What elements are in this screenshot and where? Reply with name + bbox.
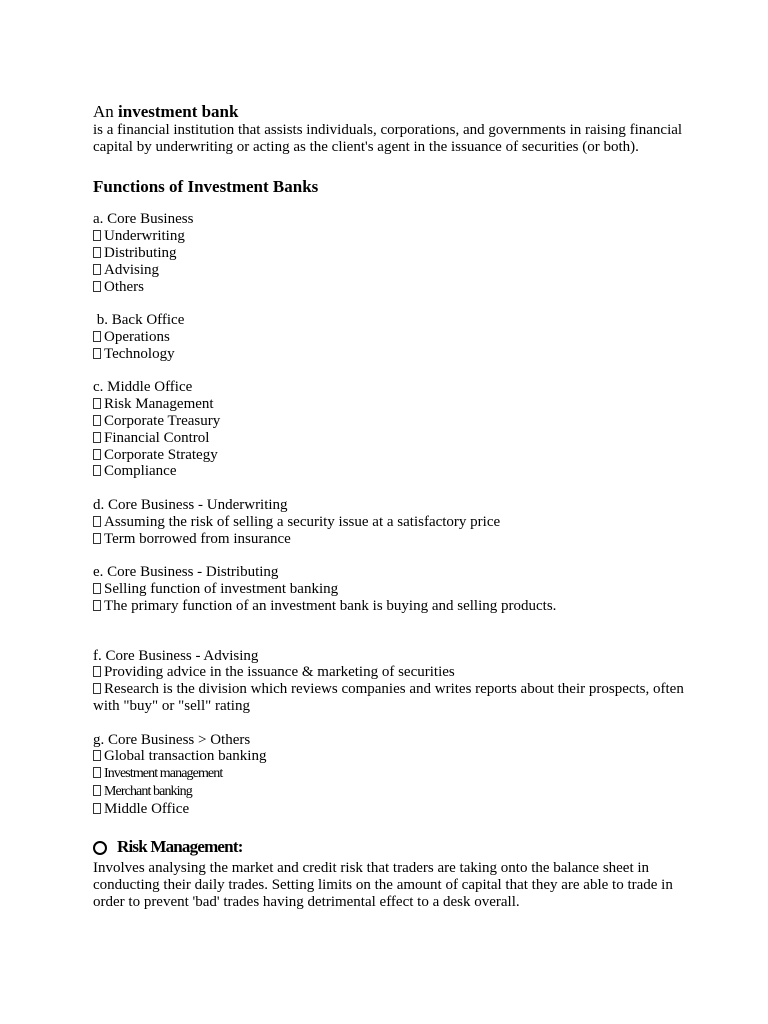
intro-paragraph: is a financial institution that assists individuals, corporations, and governments in raising financial capital by underwriting or acting as the client's agent in the issuance of securities (or both). [93,121,683,155]
list-item-text: Compliance [104,463,177,480]
group-back-office [93,312,693,362]
missing-glyph-bullet-icon [93,415,101,426]
missing-glyph-bullet-icon [93,600,101,611]
intro-term: investment bank [118,102,239,121]
list-item-text: Underwriting [104,228,185,245]
group-middle-office [93,379,693,480]
intro-lead: An [93,102,119,121]
missing-glyph-bullet-icon [93,281,101,292]
list-item [93,514,693,531]
list-item [93,228,693,245]
list-item-text: Technology [104,345,175,362]
group-title: e. Core Business - Distributing [93,564,279,581]
list-item-text: Middle Office [104,800,190,817]
list-item [93,765,693,783]
list-item-text: Selling function of investment banking [104,580,339,597]
list-item-text: Global transaction banking [104,748,267,765]
group-advising [93,648,693,715]
bullet-list [93,748,693,817]
list-item [93,581,693,598]
list-item [93,447,693,464]
bullet-list [93,228,693,295]
list-item [93,801,693,818]
group-distributing [93,564,693,614]
missing-glyph-bullet-icon [93,398,101,409]
list-item [93,245,693,262]
list-item-text: The primary function of an investment bank is buying and selling products. [104,597,557,614]
list-item [93,664,693,681]
group-underwriting [93,497,693,547]
missing-glyph-bullet-icon [93,803,101,814]
hollow-circle-bullet-icon [93,841,107,855]
risk-management-title: Risk Management: [117,837,243,857]
missing-glyph-bullet-icon [93,230,101,241]
missing-glyph-bullet-icon [93,348,101,359]
missing-glyph-bullet-icon [93,331,101,342]
list-item-text: Others [104,278,144,295]
list-item-text: Distributing [104,244,177,261]
bullet-list [93,664,693,714]
list-item [93,346,693,363]
bullet-list [93,581,693,615]
missing-glyph-bullet-icon [93,533,101,544]
list-item [93,748,693,765]
list-item-text: Corporate Treasury [104,412,221,429]
missing-glyph-bullet-icon [93,516,101,527]
list-item [93,262,693,279]
list-item [93,279,693,296]
list-item-text: Assuming the risk of selling a security issue at a satisfactory price [104,513,501,530]
list-item-text: Term borrowed from insurance [104,530,291,547]
missing-glyph-bullet-icon [93,683,101,694]
document-page [93,104,693,911]
list-item-text: Financial Control [104,429,210,446]
functions-heading: Functions of Investment Banks [93,177,319,197]
group-title: a. Core Business [93,211,194,228]
risk-management-heading [93,839,693,856]
missing-glyph-bullet-icon [93,432,101,443]
missing-glyph-bullet-icon [93,465,101,476]
list-item [93,396,693,413]
list-item-text: Investment management [104,766,223,782]
list-item [93,430,693,447]
list-item-text: Risk Management [104,396,214,413]
bullet-list [93,514,693,548]
group-core-business [93,211,693,295]
list-item [93,463,693,480]
list-item-text: Merchant banking [104,783,192,799]
missing-glyph-bullet-icon [93,583,101,594]
group-title: d. Core Business - Underwriting [93,496,288,513]
list-item-text: Advising [104,261,160,278]
group-others [93,732,693,818]
missing-glyph-bullet-icon [93,785,101,796]
intro-heading [93,104,693,122]
list-item [93,598,693,615]
list-item-text: Corporate Strategy [104,446,218,463]
bullet-list [93,396,693,480]
list-item [93,783,693,801]
group-title: c. Middle Office [93,379,193,396]
missing-glyph-bullet-icon [93,449,101,460]
missing-glyph-bullet-icon [93,666,101,677]
bullet-list [93,329,693,363]
list-item [93,681,693,715]
missing-glyph-bullet-icon [93,767,101,778]
list-item [93,413,693,430]
list-item-text: Research is the division which reviews companies and writes reports about their prospects, often with "buy" or "sell" rating [93,681,684,714]
missing-glyph-bullet-icon [93,247,101,258]
list-item [93,329,693,346]
group-title: g. Core Business > Others [93,731,251,748]
risk-management-paragraph: Involves analysing the market and credit risk that traders are taking onto the balance sheet in conducting their daily trades. Setting limits on the amount of capital that they are able to trade in order to prevent 'bad' trades having detrimental effect to a desk overall. [93,860,673,910]
group-title: b. Back Office [93,312,185,329]
list-item-text: Operations [104,328,170,345]
list-item [93,531,693,548]
missing-glyph-bullet-icon [93,264,101,275]
list-item-text: Providing advice in the issuance & marketing of securities [104,664,455,681]
group-title: f. Core Business - Advising [93,647,259,664]
missing-glyph-bullet-icon [93,750,101,761]
